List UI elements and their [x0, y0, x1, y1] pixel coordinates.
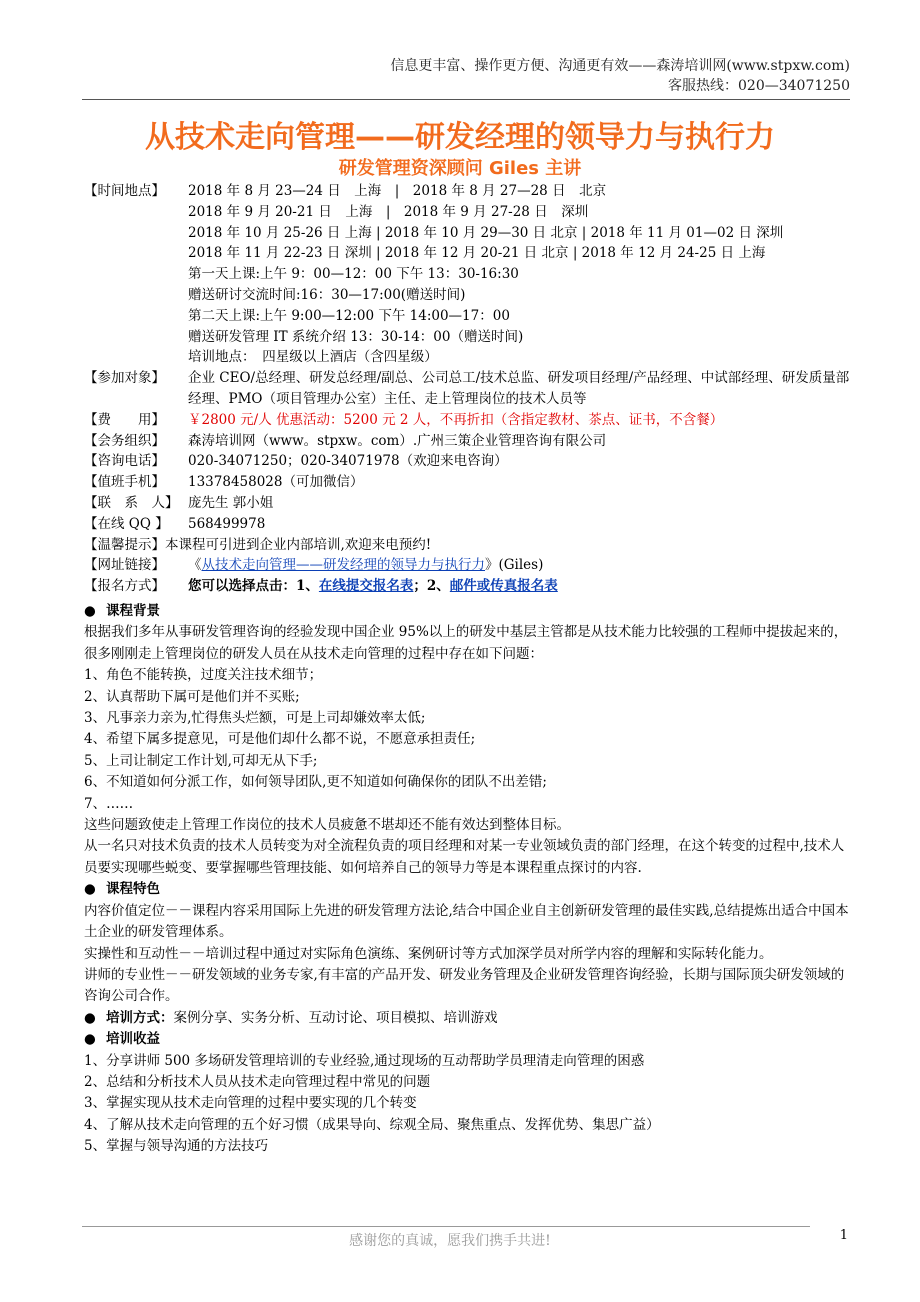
list-item: 4、希望下属多提意见，可是他们却什么都不说，不愿意承担责任; [84, 731, 476, 748]
time-row [84, 181, 860, 202]
list-item: 3、掌握实现从技术走向管理的过程中要实现的几个转变 [84, 1095, 417, 1112]
list-item: 5、掌握与领导沟通的方法技巧 [84, 1138, 269, 1155]
time-line: 2018 年 9 月 20-21 日 上海 | 2018 年 9 月 27-28 日 深圳 [188, 203, 589, 220]
background-heading [84, 601, 854, 622]
fee-label: 【费 用】 [84, 411, 165, 428]
time-line: 第一天上课:上午 9：00—12：00 下午 13：30-16:30 [188, 266, 519, 283]
list-item: 7、…… [84, 795, 134, 812]
list-item: 3、凡事亲力亲为,忙得焦头烂额，可是上司却嫌效率太低; [84, 710, 426, 727]
signup-mid: ；2、 [413, 578, 450, 595]
url-suffix: 》(Giles) [485, 557, 544, 574]
signup-prefix: 您可以选择点击：1、 [188, 578, 319, 595]
bullet-icon: ● [84, 603, 96, 619]
phone-row [84, 451, 860, 472]
method-text: 案例分享、实务分析、互动讨论、项目模拟、培训游戏 [173, 1009, 498, 1026]
tip-row [84, 535, 860, 556]
url-prefix: 《 [188, 557, 202, 574]
audience-text: 企业 CEO/总经理、研发总经理/副总、公司总工/技术总监、研发项目经理/产品经理、中试部经理、研发质量部经理、PMO（项目管理办公室）主任、走上管理岗位的技术人员等 [188, 370, 850, 407]
features-paragraph: 讲师的专业性－－研发领域的业务专家,有丰富的产品开发、研发业务管理及企业研发管理咨询经验，长期与国际顶尖研发领域的咨询公司合作。 [84, 966, 845, 1005]
benefits-heading [84, 1029, 854, 1050]
features-paragraph: 内容价值定位－－课程内容采用国际上先进的研发管理方法论,结合中国企业自主创新研发管理的最佳实践,总结提炼出适合中国本土企业的研发管理体系。 [84, 902, 849, 941]
online-signup-link[interactable]: 在线提交报名表 [318, 578, 414, 595]
contact-text: 庞先生 郭小姐 [188, 494, 274, 511]
time-line: 第二天上课:上午 9:00—12:00 下午 14:00—17：00 [188, 307, 510, 324]
org-label: 【会务组织】 [84, 432, 165, 449]
org-row [84, 431, 860, 452]
header-tagline: 信息更丰富、操作更方便、沟通更有效——森涛培训网(www.stpxw.com) [390, 58, 850, 74]
bullet-icon: ● [84, 1009, 96, 1026]
signup-label: 【报名方式】 [84, 578, 165, 595]
page-number: 1 [839, 1228, 848, 1243]
features-heading [84, 879, 854, 900]
contact-label: 【联 系 人】 [84, 494, 179, 511]
email-fax-signup-link[interactable]: 邮件或传真报名表 [449, 578, 558, 595]
header-divider [82, 99, 850, 100]
url-label: 【网址链接】 [84, 557, 165, 574]
course-info [84, 181, 860, 597]
footer-text: 感谢您的真诚，愿我们携手共进! [349, 1233, 551, 1249]
time-line: 2018 年 10 月 25-26 日 上海 | 2018 年 10 月 29—30 日 北京 | 2018 年 11 月 01—02 日 深圳 [188, 224, 784, 241]
list-item: 4、了解从技术走向管理的五个好习惯（成果导向、综观全局、聚焦重点、发挥优势、集思广益） [84, 1116, 660, 1133]
mobile-label: 【值班手机】 [84, 474, 165, 491]
time-label: 【时间地点】 [84, 183, 165, 199]
list-item: 1、角色不能转换，过度关注技术细节； [84, 667, 323, 684]
list-item: 6、不知道如何分派工作，如何领导团队,更不知道如何确保你的团队不出差错; [84, 774, 547, 791]
qq-label: 【在线 QQ 】 [84, 515, 169, 532]
bullet-icon: ● [84, 1031, 96, 1048]
background-heading-text: 课程背景 [106, 603, 160, 619]
org-text: 森涛培训网（www。stpxw。com）.广州三策企业管理咨询有限公司 [188, 432, 607, 449]
qq-row [84, 514, 860, 535]
header-hotline: 客服热线：020—34071250 [668, 78, 850, 94]
background-paragraph: 从一名只对技术负责的技术人员转变为对全流程负责的项目经理和对某一专业领域负责的部门经理，在这个转变的过程中,技术人员要实现哪些蜕变、要掌握哪些管理技能、如何培养自己的领导力等是本课程重点探讨的内容. [84, 838, 845, 876]
features-paragraph: 实操性和互动性－－培训过程中通过对实际角色演练、案例研讨等方式加深学员对所学内容的理解和实际转化能力。 [84, 945, 773, 962]
tip-text: 本课程可引进到企业内部培训,欢迎来电预约! [165, 536, 432, 553]
page-subtitle: 研发管理资深顾问 Giles 主讲 [338, 158, 582, 179]
fee-row [84, 410, 860, 431]
method-row [84, 1008, 854, 1029]
method-heading: 培训方式： [106, 1009, 174, 1026]
list-item: 2、认真帮助下属可是他们并不买账; [84, 688, 300, 705]
time-line: 2018 年 11 月 22-23 日 深圳 | 2018 年 12 月 20-21 日 北京 | 2018 年 12 月 24-25 日 上海 [188, 245, 766, 262]
page-title: 从技术走向管理——研发经理的领导力与执行力 [145, 120, 775, 155]
fee-text: ￥2800 元/人 优惠活动：5200 元 2 人，不再折扣（含指定教材、茶点、证书，不含餐） [188, 411, 724, 428]
mobile-row [84, 472, 860, 493]
time-line: 赠送研讨交流时间:16：30—17:00(赠送时间) [188, 286, 466, 303]
bullet-icon: ● [84, 881, 96, 898]
contact-row [84, 493, 860, 514]
audience-row [84, 368, 860, 410]
url-row [84, 555, 860, 576]
list-item: 2、总结和分析技术人员从技术走向管理过程中常见的问题 [84, 1073, 431, 1090]
benefits-heading-text: 培训收益 [106, 1031, 160, 1048]
footer-divider [82, 1226, 810, 1227]
audience-label: 【参加对象】 [84, 370, 165, 387]
background-paragraph: 这些问题致使走上管理工作岗位的技术人员疲惫不堪却还不能有效达到整体目标。 [84, 817, 570, 834]
phone-label: 【咨询电话】 [84, 453, 165, 470]
phone-text: 020-34071250；020-34071978（欢迎来电咨询） [188, 453, 508, 470]
list-item: 1、分享讲师 500 多场研发管理培训的专业经验,通过现场的互动帮助学员理清走向管理的困惑 [84, 1052, 645, 1069]
features-heading-text: 课程特色 [106, 881, 160, 898]
time-line: 培训地点： 四星级以上酒店（含四星级） [188, 349, 438, 366]
signup-row [84, 576, 860, 597]
tip-label: 【温馨提示】 [84, 536, 165, 553]
qq-text: 568499978 [188, 515, 266, 532]
list-item: 5、上司让制定工作计划,可却无从下手; [84, 752, 318, 769]
time-line: 赠送研发管理 IT 系统介绍 13：30-14：00（赠送时间) [188, 328, 524, 345]
course-link[interactable]: 从技术走向管理——研发经理的领导力与执行力 [201, 557, 485, 574]
mobile-text: 13378458028（可加微信） [188, 474, 364, 491]
background-intro: 根据我们多年从事研发管理咨询的经验发现中国企业 95%以上的研发中基层主管都是从技术能力比较强的工程师中提拔起来的，很多刚刚走上管理岗位的研发人员在从技术走向管理的过程中存在如下问题： [84, 624, 848, 662]
course-body [84, 601, 854, 1158]
time-line: 2018 年 8 月 23—24 日 上海 | 2018 年 8 月 27—28 日 北京 [188, 183, 607, 199]
